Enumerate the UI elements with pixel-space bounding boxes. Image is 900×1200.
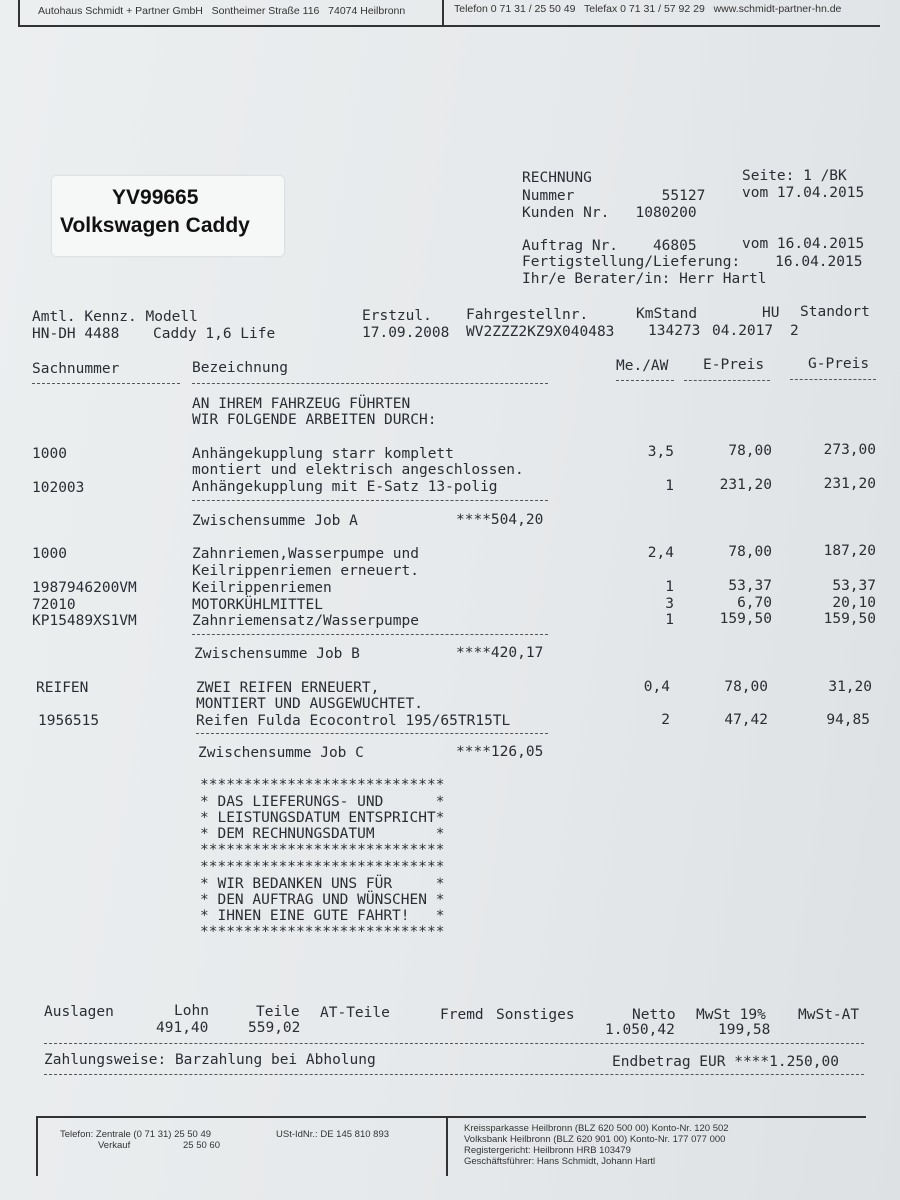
job-c-desc-3: Reifen Fulda Ecocontrol 195/65TR15TL [196, 713, 511, 729]
col-description: Bezeichnung [192, 360, 289, 376]
footer-left-border [36, 1116, 38, 1176]
hdr-underline-part [32, 383, 180, 384]
job-b-part-5: KP15489XS1VM [32, 613, 137, 629]
job-b-rule [192, 634, 548, 635]
sticker-vehicle: Volkswagen Caddy [60, 214, 250, 237]
hdr-underline-unit [684, 380, 770, 381]
job-b-qty-5: 1 [665, 612, 674, 628]
footer-bank-2: Volksbank Heilbronn (BLZ 620 901 00) Konto-Nr. 177 077 000 [464, 1134, 726, 1145]
job-a-subtotal-label: Zwischensumme Job A [192, 513, 358, 529]
job-c-qty-3: 2 [661, 712, 670, 728]
col-unit-price: E-Preis [703, 357, 765, 373]
col-qty: Me./AW [616, 358, 669, 374]
job-b-desc-2: Keilrippenriemen erneuert. [192, 563, 419, 579]
notice2-line-2: * WIR BEDANKEN UNS FÜR * [200, 876, 445, 892]
job-c-total-3: 94,85 [826, 712, 870, 728]
vehicle-sticker [52, 176, 284, 256]
invoice-number: Nummer 55127 [522, 188, 706, 204]
job-a-part-3: 102003 [32, 480, 85, 496]
job-c-desc-2: MONTIERT UND AUSGEWUCHTET. [196, 696, 423, 712]
hdr-location: Standort [800, 304, 870, 320]
job-b-unit-4: 6,70 [737, 595, 772, 611]
col-part-no: Sachnummer [32, 361, 120, 377]
col-total-price: G-Preis [808, 356, 870, 372]
totals-at-teile-label: AT-Teile [320, 1005, 390, 1021]
advisor: Ihr/e Berater/in: Herr Hartl [522, 271, 767, 287]
page-label: Seite: 1 /BK [742, 168, 847, 184]
notice1-line-2: * DAS LIEFERUNGS- UND * [200, 794, 445, 810]
job-a-unit-3: 231,20 [719, 477, 772, 493]
job-a-desc-1: Anhängekupplung starr komplett [192, 446, 454, 462]
totals-auslagen-label: Auslagen [44, 1004, 114, 1020]
final-amount: Endbetrag EUR ****1.250,00 [612, 1054, 839, 1070]
job-b-subtotal-label: Zwischensumme Job B [194, 646, 360, 662]
job-a-subtotal-value: ****504,20 [456, 512, 544, 528]
totals-rule-top [44, 1043, 864, 1044]
totals-netto-label: Netto [632, 1007, 676, 1023]
job-b-desc-3: Keilrippenriemen [192, 580, 332, 596]
footer-phone-central: Telefon: Zentrale (0 71 31) 25 50 49 [60, 1129, 212, 1140]
order-date: vom 16.04.2015 [742, 236, 865, 252]
job-a-unit-1: 78,00 [728, 443, 772, 459]
hdr-km: KmStand [636, 306, 698, 322]
totals-lohn-value: 491,40 [156, 1020, 209, 1036]
hdr-vin: Fahrgestellnr. [466, 307, 589, 323]
totals-mwst-label: MwSt 19% [696, 1007, 766, 1023]
job-b-total-1: 187,20 [823, 543, 876, 559]
vehicle-model: Caddy 1,6 Life [153, 326, 276, 342]
job-b-qty-3: 1 [665, 579, 674, 595]
job-b-qty-4: 3 [665, 596, 674, 612]
job-b-total-3: 53,37 [832, 578, 876, 594]
job-a-part-1: 1000 [32, 446, 67, 462]
job-c-subtotal-label: Zwischensumme Job C [198, 745, 364, 761]
job-a-rule [192, 500, 548, 501]
job-c-unit-3: 47,42 [724, 712, 768, 728]
job-a-desc-2: montiert und elektrisch angeschlossen. [192, 462, 524, 478]
job-a-total-3: 231,20 [823, 476, 876, 492]
job-b-unit-3: 53,37 [728, 578, 772, 594]
footer-phone-sales: Verkauf 25 50 60 [98, 1140, 220, 1151]
vehicle-vin: WV2ZZZ2KZ9X040483 [466, 324, 615, 340]
intro-line-1: AN IHREM FAHRZEUG FÜHRTEN [192, 396, 411, 412]
totals-sonstiges-label: Sonstiges [496, 1007, 575, 1023]
vehicle-km: 134273 [648, 323, 701, 339]
totals-mwst-at-label: MwSt-AT [798, 1007, 860, 1023]
job-c-unit-1: 78,00 [724, 679, 768, 695]
hdr-first-reg: Erstzul. [362, 308, 432, 324]
job-b-desc-1: Zahnriemen,Wasserpumpe und [192, 546, 419, 562]
totals-netto-value: 1.050,42 [605, 1022, 675, 1038]
totals-fremd-label: Fremd [440, 1007, 484, 1023]
totals-rule-bottom [44, 1074, 864, 1075]
job-c-part-3: 1956515 [38, 713, 100, 729]
customer-number: Kunden Nr. 1080200 [522, 205, 697, 221]
job-c-rule [196, 733, 548, 734]
job-a-total-1: 273,00 [823, 442, 876, 458]
job-a-desc-3: Anhängekupplung mit E-Satz 13-polig [192, 479, 498, 495]
job-a-qty-3: 1 [665, 478, 674, 494]
totals-teile-label: Teile [256, 1004, 300, 1020]
job-b-desc-5: Zahnriemensatz/Wasserpumpe [192, 613, 419, 629]
job-c-desc-1: ZWEI REIFEN ERNEUERT, [196, 680, 380, 696]
footer-ustid: USt-IdNr.: DE 145 810 893 [276, 1129, 390, 1140]
vehicle-first-reg: 17.09.2008 [362, 325, 450, 341]
job-a-qty-1: 3,5 [647, 444, 674, 460]
notice1-line-4: * DEM RECHNUNGSDATUM * [200, 826, 445, 842]
notice1-line-5: **************************** [200, 842, 445, 858]
notice2-line-4: * IHNEN EINE GUTE FAHRT! * [200, 908, 445, 924]
letterhead-company: Autohaus Schmidt + Partner GmbH Sontheimer Straße 116 74074 Heilbronn [38, 5, 406, 17]
invoice-date: vom 17.04.2015 [742, 185, 865, 201]
job-b-part-1: 1000 [32, 546, 67, 562]
letterhead-contact: Telefon 0 71 31 / 25 50 49 Telefax 0 71 31 / 57 92 29 www.schmidt-partner-hn.de [454, 3, 842, 15]
totals-teile-value: 559,02 [248, 1020, 301, 1036]
notice2-line-5: **************************** [200, 924, 445, 940]
intro-line-2: WIR FOLGENDE ARBEITEN DURCH: [192, 412, 437, 428]
job-b-qty-1: 2,4 [647, 545, 674, 561]
job-b-part-4: 72010 [32, 597, 76, 613]
job-b-desc-4: MOTORKÜHLMITTEL [192, 597, 323, 613]
hdr-underline-desc [192, 383, 548, 384]
notice2-line-3: * DEN AUFTRAG UND WÜNSCHEN * [200, 892, 445, 908]
invoice-title: RECHNUNG [522, 170, 592, 186]
totals-lohn-label: Lohn [174, 1003, 209, 1019]
job-c-subtotal-value: ****126,05 [456, 744, 544, 760]
footer-register: Registergericht: Heilbronn HRB 103479 [464, 1145, 631, 1156]
footer-divider [446, 1116, 448, 1176]
order-number: Auftrag Nr. 46805 [522, 238, 697, 254]
job-b-part-3: 1987946200VM [32, 580, 137, 596]
job-b-subtotal-value: ****420,17 [456, 645, 544, 661]
job-b-total-4: 20,10 [832, 595, 876, 611]
vehicle-hu: 04.2017 [712, 323, 774, 339]
vehicle-location: 2 [790, 323, 799, 339]
notice1-line-3: * LEISTUNGSDATUM ENTSPRICHT* [200, 810, 445, 826]
completion-date: Fertigstellung/Lieferung: 16.04.2015 [522, 254, 863, 270]
hdr-plate-model: Amtl. Kennz. Modell [32, 309, 198, 325]
hdr-hu: HU [762, 305, 780, 321]
job-c-qty-1: 0,4 [643, 679, 670, 695]
footer-rule [36, 1116, 866, 1118]
letterhead-rule [18, 25, 880, 27]
hdr-underline-total [790, 379, 876, 380]
vehicle-plate: HN-DH 4488 [32, 326, 120, 342]
letterhead-left-border [18, 0, 20, 26]
job-c-total-1: 31,20 [828, 679, 872, 695]
job-b-unit-1: 78,00 [728, 544, 772, 560]
payment-method: Zahlungsweise: Barzahlung bei Abholung [44, 1052, 376, 1068]
job-b-total-5: 159,50 [823, 611, 876, 627]
job-c-part-1: REIFEN [36, 680, 89, 696]
hdr-underline-qty [616, 380, 674, 381]
job-b-unit-5: 159,50 [719, 611, 772, 627]
letterhead-divider [442, 0, 444, 26]
notice2-line-1: **************************** [200, 859, 445, 875]
notice1-line-1: **************************** [200, 777, 445, 793]
footer-managers: Geschäftsführer: Hans Schmidt, Johann Hartl [464, 1156, 656, 1167]
totals-mwst-value: 199,58 [718, 1022, 771, 1038]
sticker-id: YV99665 [112, 186, 199, 209]
footer-bank-1: Kreissparkasse Heilbronn (BLZ 620 500 00) Konto-Nr. 120 502 [464, 1123, 729, 1134]
